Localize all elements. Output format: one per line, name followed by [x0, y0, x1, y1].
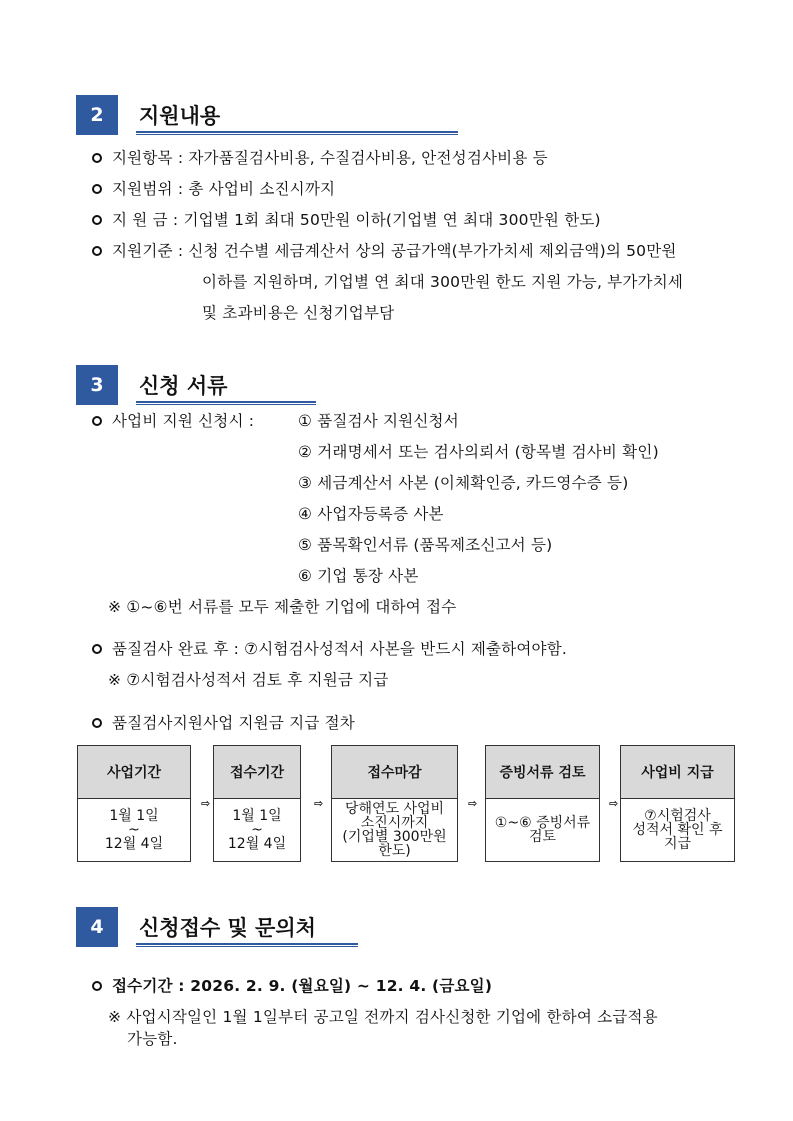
section-title: 신청 서류 — [139, 374, 228, 398]
doc-item: ③ 세금계산서 사본 (이체확인증, 카드영수증 등) — [298, 474, 629, 492]
doc-item: ④ 사업자등록증 사본 — [298, 505, 444, 523]
right-arrow-icon: ⇨ — [314, 797, 324, 810]
circle-bullet-icon — [92, 184, 102, 194]
circle-bullet-icon — [92, 718, 102, 728]
flow-step-head: 증빙서류 검토 — [486, 746, 599, 799]
section-number: 4 — [76, 907, 118, 947]
flow-step-head: 접수기간 — [214, 746, 300, 799]
circle-bullet-icon — [92, 416, 102, 426]
flow-body-line: ~ — [128, 822, 140, 838]
flow-body-line: 당해연도 사업비 — [344, 801, 445, 817]
reception-period-text: 접수기간 : 2026. 2. 9. (월요일) ~ 12. 4. (금요일) — [112, 977, 493, 995]
section-title: 지원내용 — [139, 104, 221, 128]
section-number: 3 — [76, 365, 118, 405]
title-underline — [136, 131, 458, 133]
report-note: ※ ⑦시험검사성적서 검토 후 지원금 지급 — [108, 671, 389, 689]
docs-note: ※ ①~⑥번 서류를 모두 제출한 기업에 대하여 접수 — [108, 598, 457, 616]
apply-label: 사업비 지원 신청시 : — [112, 412, 255, 430]
flow-body-line: 소진시까지 — [360, 815, 429, 831]
support-criteria-text: 지원기준 : 신청 건수별 세금계산서 상의 공급가액(부가가치세 제외금액)의 50만원 — [112, 242, 677, 260]
flow-body-line: 지급 — [663, 836, 692, 852]
retroactive-note-cont: 가능함. — [127, 1030, 178, 1048]
support-criteria-cont: 및 초과비용은 신청기업부담 — [202, 304, 395, 322]
right-arrow-icon: ⇨ — [201, 797, 211, 810]
circle-bullet-icon — [92, 981, 102, 991]
flow-body-line: 한도) — [378, 843, 411, 859]
title-underline — [136, 134, 458, 135]
doc-item: ⑤ 품목확인서류 (품목제조신고서 등) — [298, 536, 553, 554]
flow-body-line: 12월 4일 — [104, 836, 164, 852]
flow-body-line: (기업별 300만원 — [342, 829, 447, 845]
apply-docs-line — [92, 409, 254, 431]
after-inspection-text: 품질검사 완료 후 : ⑦시험검사성적서 사본을 반드시 제출하여야함. — [112, 640, 568, 658]
doc-item: ② 거래명세서 또는 검사의뢰서 (항목별 검사비 확인) — [298, 443, 659, 461]
section-title: 신청접수 및 문의처 — [139, 916, 316, 940]
flow-step-body — [78, 799, 190, 861]
support-criteria-line — [92, 239, 677, 261]
circle-bullet-icon — [92, 246, 102, 256]
process-title-line — [92, 711, 355, 733]
circle-bullet-icon — [92, 644, 102, 654]
flow-step-head: 접수마감 — [332, 746, 457, 799]
flow-step-document-review — [485, 745, 600, 862]
retroactive-note: ※ 사업시작일인 1월 1일부터 공고일 전까지 검사신청한 기업에 한하여 소급적용 — [108, 1008, 658, 1026]
support-range-text: 지원범위 : 총 사업비 소진시까지 — [112, 180, 336, 198]
flow-body-line: ①~⑥ 증빙서류 — [494, 815, 591, 831]
section-number: 2 — [76, 95, 118, 135]
support-item-text: 지원항목 : 자가품질검사비용, 수질검사비용, 안전성검사비용 등 — [112, 149, 548, 167]
flow-body-line: 1월 1일 — [109, 808, 159, 824]
flow-body-line: 1월 1일 — [232, 808, 282, 824]
flow-body-line: ⑦시험검사 — [644, 808, 711, 824]
flow-step-head: 사업기간 — [78, 746, 190, 799]
flow-body-line: 12월 4일 — [227, 836, 287, 852]
process-title: 품질검사지원사업 지원금 지급 절차 — [112, 714, 355, 732]
flow-step-reception-deadline — [331, 745, 458, 862]
flow-body-line: ~ — [251, 822, 263, 838]
reception-period-line — [92, 974, 492, 996]
flow-step-body — [486, 799, 599, 861]
flow-step-project-period — [77, 745, 191, 862]
support-amount-line — [92, 208, 601, 230]
flow-step-body — [332, 799, 457, 861]
support-amount-text: 지 원 금 : 기업별 1회 최대 50만원 이하(기업별 연 최대 300만원 한도) — [112, 211, 601, 229]
flow-body-line: 성적서 확인 후 — [632, 822, 723, 838]
support-criteria-cont: 이하를 지원하며, 기업별 연 최대 300만원 한도 지원 가능, 부가가치세 — [202, 273, 684, 291]
flow-step-body — [621, 799, 734, 861]
after-inspection-line — [92, 637, 567, 659]
circle-bullet-icon — [92, 215, 102, 225]
flow-step-head: 사업비 지급 — [621, 746, 734, 799]
circle-bullet-icon — [92, 153, 102, 163]
doc-item: ⑥ 기업 통장 사본 — [298, 567, 419, 585]
right-arrow-icon: ⇨ — [468, 797, 478, 810]
flow-step-reception-period — [213, 745, 301, 862]
support-range-line — [92, 177, 335, 199]
title-underline — [136, 401, 316, 403]
flow-step-payment — [620, 745, 735, 862]
flow-step-body — [214, 799, 300, 861]
title-underline — [136, 946, 358, 947]
title-underline — [136, 404, 316, 405]
doc-item: ① 품질검사 지원신청서 — [298, 412, 459, 430]
flow-body-line: 검토 — [528, 829, 557, 845]
support-item-line — [92, 146, 548, 168]
title-underline — [136, 943, 358, 945]
right-arrow-icon: ⇨ — [609, 797, 619, 810]
